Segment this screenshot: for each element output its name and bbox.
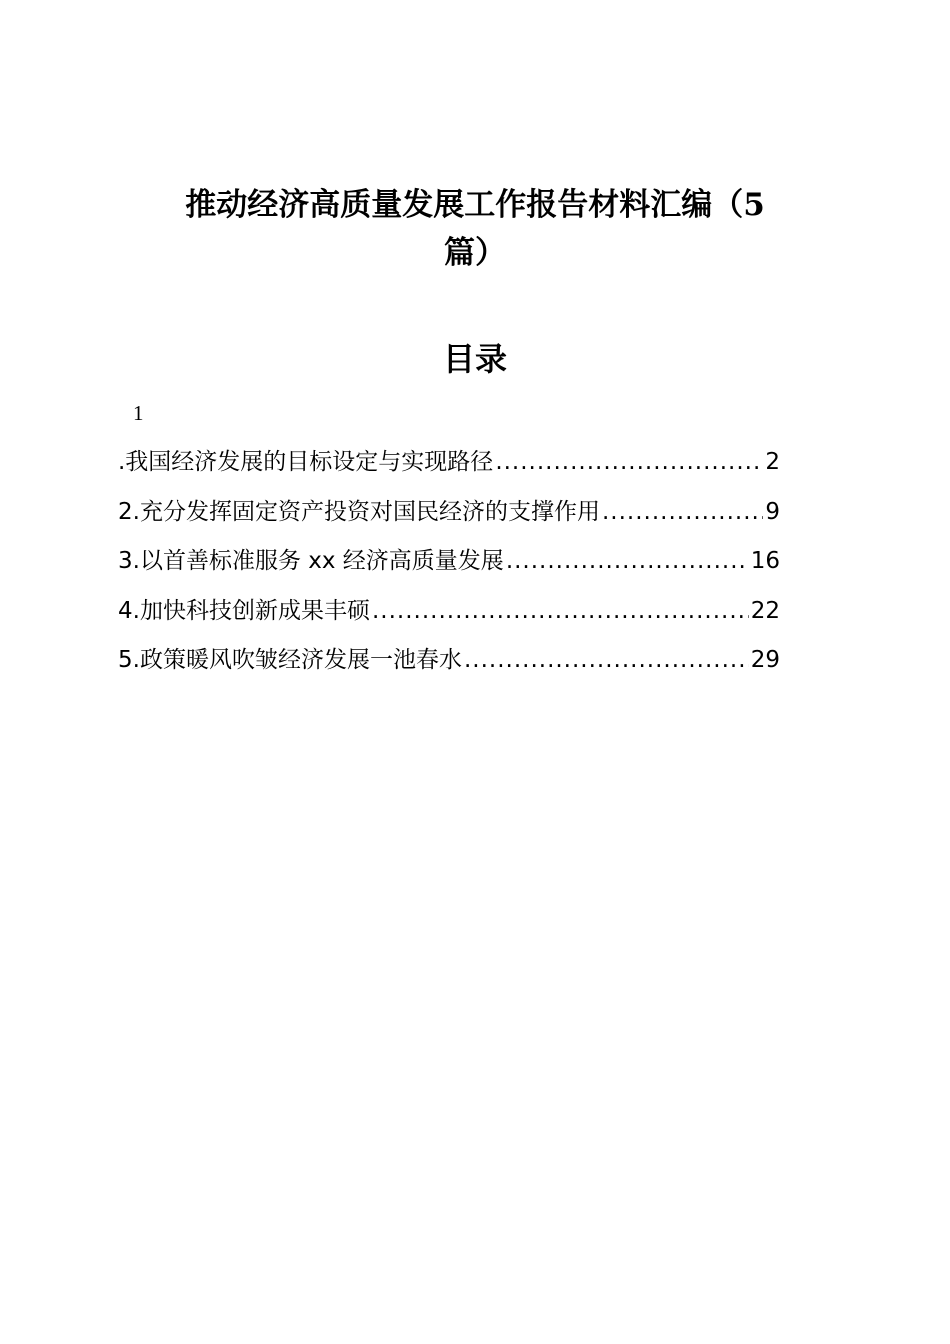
toc-entry-2[interactable] [118,492,780,542]
toc-entry-4[interactable] [118,591,780,641]
toc-entry-page: 2 [765,449,780,475]
toc-dot-leader [506,541,749,581]
toc-entry-page: 22 [750,597,780,624]
toc-entry-1[interactable] [118,442,780,492]
table-of-contents [118,442,780,690]
document-title [120,181,830,277]
toc-entry-number: 4. [118,597,140,624]
toc-heading: 目录 [442,340,507,378]
toc-entry-page: 16 [750,548,780,574]
toc-entry-text: 政策暖风吹皱经济发展一池春水 [139,647,462,673]
toc-entry-number: 5. [118,647,140,673]
toc-entry-text: .我国经济发展的目标设定与实现路径 [118,449,494,475]
document-title-line-1: 推动经济高质量发展工作报告材料汇编（5 [185,186,765,223]
toc-entry-page: 9 [765,498,780,525]
toc-dot-leader [495,442,763,482]
toc-entry-text: 充分发挥固定资产投资对国民经济的支撑作用 [139,498,600,525]
document-title-line-2: 篇） [444,234,506,271]
toc-dot-leader [464,640,749,680]
toc-stray-number: 1 [133,401,144,425]
toc-entry-5[interactable] [118,640,780,690]
toc-entry-page: 29 [750,647,780,673]
toc-entry-text: 以首善标准服务 xx 经济高质量发展 [139,548,504,574]
toc-entry-number: 3. [118,548,140,574]
toc-dot-leader [602,492,763,532]
toc-entry-number: 2. [118,498,140,525]
toc-dot-leader [372,591,749,631]
toc-entry-3[interactable] [118,541,780,591]
toc-entry-text: 加快科技创新成果丰硕 [139,597,370,624]
